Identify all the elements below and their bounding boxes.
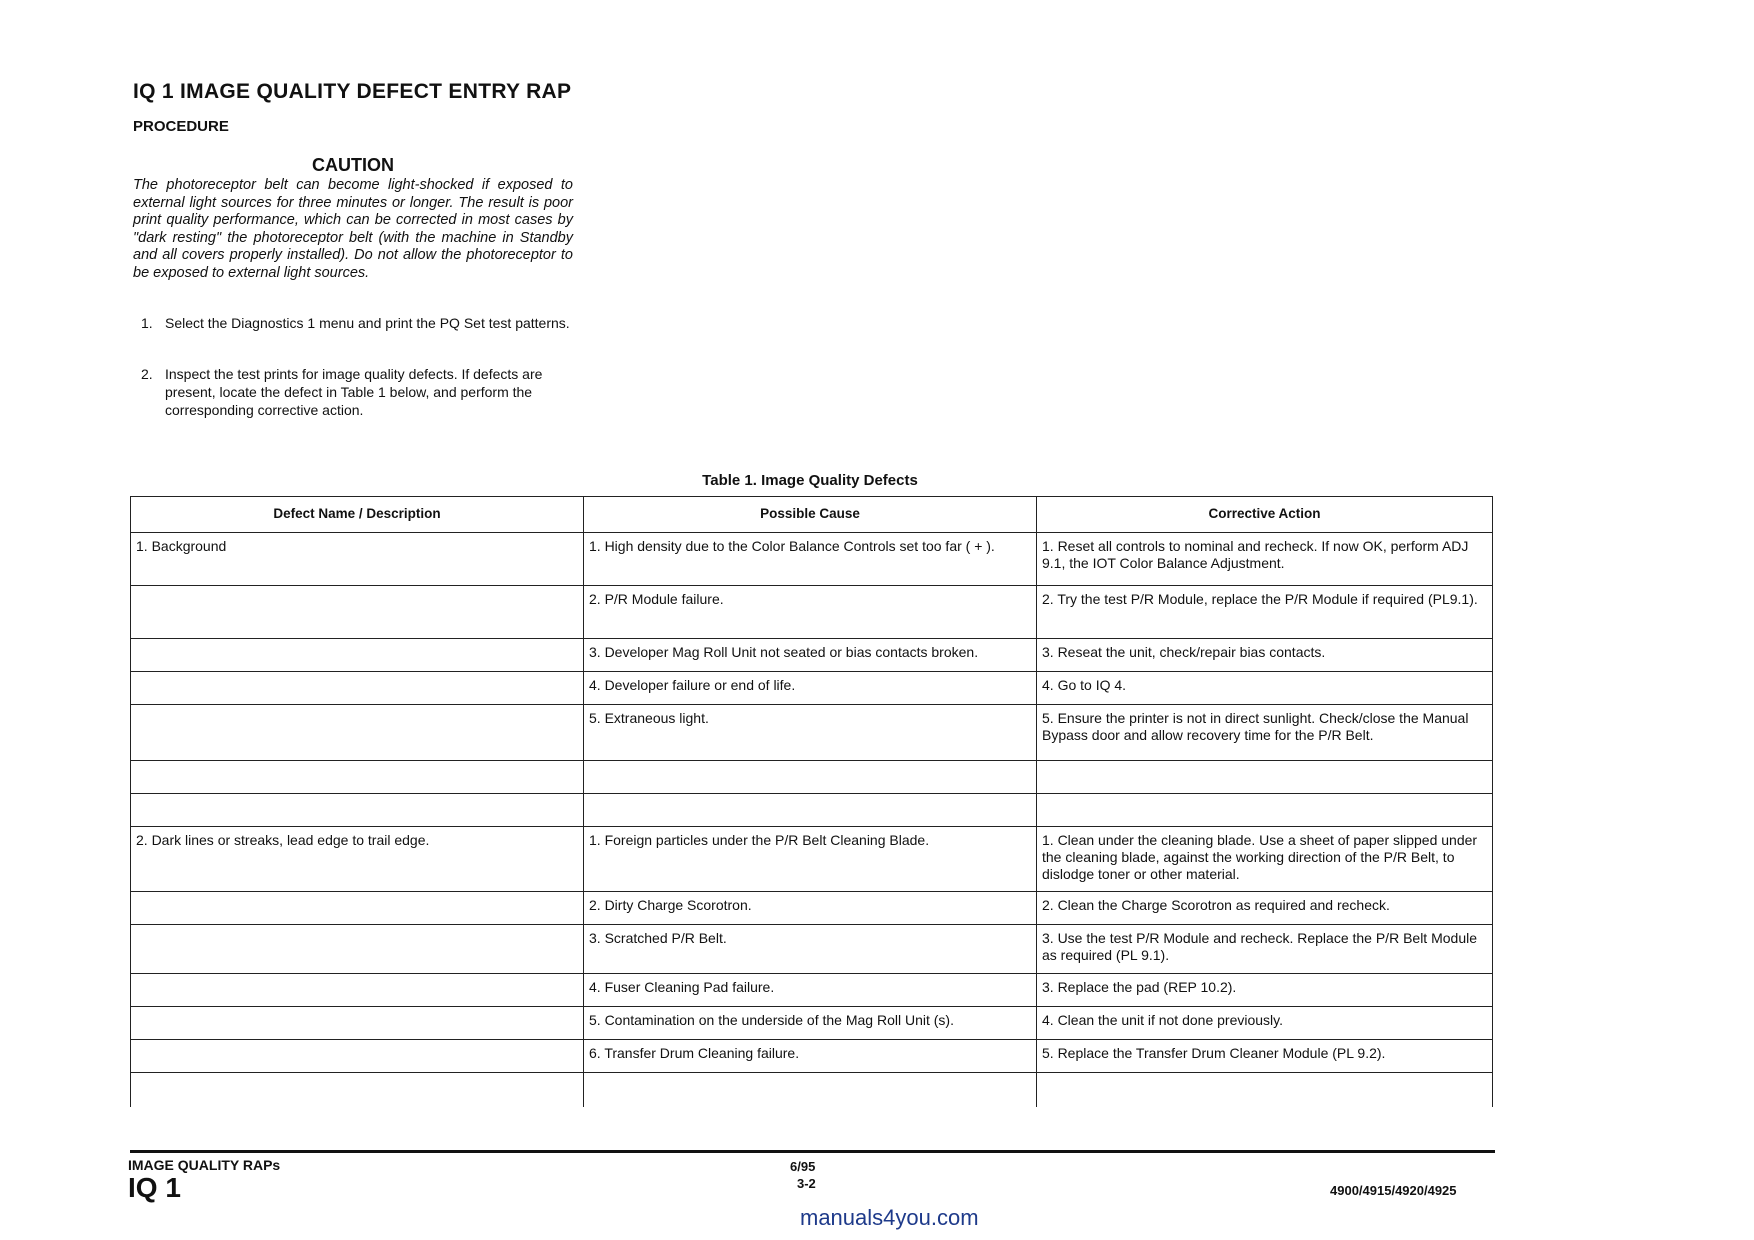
table-title: Table 1. Image Quality Defects [702,472,918,489]
table-row [131,827,1493,892]
table-cell-action: 5. Ensure the printer is not in direct sunlight. Check/close the Manual Bypass door and allow recovery time for the P/R Belt. [1037,705,1493,761]
procedure-step [133,314,573,332]
table-cell-cause: 2. Dirty Charge Scorotron. [584,892,1037,925]
table-cell-action: 3. Replace the pad (REP 10.2). [1037,974,1493,1007]
table-row [131,892,1493,925]
table-row [131,533,1493,586]
table-row [131,1073,1493,1108]
table-cell-cause [584,1073,1037,1108]
table-cell-action: 3. Use the test P/R Module and recheck. Replace the P/R Belt Module as required (PL 9.1). [1037,925,1493,974]
table-cell-defect [131,761,584,794]
table-cell-defect [131,794,584,827]
footer-section-name: IMAGE QUALITY RAPs [128,1157,281,1173]
step-number: 1. [141,315,153,331]
table-row [131,925,1493,974]
table-row [131,1007,1493,1040]
table-cell-cause: 4. Developer failure or end of life. [584,672,1037,705]
table-cell-cause: 1. High density due to the Color Balance Controls set too far ( + ). [584,533,1037,586]
table-cell-defect: 2. Dark lines or streaks, lead edge to trail edge. [131,827,584,892]
footer-model-numbers: 4900/4915/4920/4925 [1330,1183,1457,1198]
table-cell-action: 4. Go to IQ 4. [1037,672,1493,705]
table-cell-defect [131,892,584,925]
table-cell-cause [584,761,1037,794]
column-header-defect: Defect Name / Description [131,497,584,533]
procedure-heading: PROCEDURE [133,118,229,135]
table-cell-action: 3. Reseat the unit, check/repair bias contacts. [1037,639,1493,672]
table-cell-defect [131,925,584,974]
procedure-step [133,365,573,419]
table-cell-cause: 4. Fuser Cleaning Pad failure. [584,974,1037,1007]
table-cell-cause: 3. Scratched P/R Belt. [584,925,1037,974]
table-row [131,794,1493,827]
table-body [131,533,1493,1108]
table-cell-action: 1. Clean under the cleaning blade. Use a sheet of paper slipped under the cleaning blade, against the working direction of the P/R Belt, to dislodge toner or other material. [1037,827,1493,892]
table-cell-action [1037,761,1493,794]
table-cell-defect [131,705,584,761]
column-header-action: Corrective Action [1037,497,1493,533]
table-row [131,1040,1493,1073]
table-cell-defect [131,1073,584,1108]
table-cell-cause: 5. Contamination on the underside of the Mag Roll Unit (s). [584,1007,1037,1040]
table-cell-action [1037,794,1493,827]
table-cell-cause: 3. Developer Mag Roll Unit not seated or bias contacts broken. [584,639,1037,672]
table-row [131,672,1493,705]
table-row [131,705,1493,761]
step-text: Select the Diagnostics 1 menu and print the PQ Set test patterns. [165,315,570,331]
table-cell-action: 2. Try the test P/R Module, replace the P/R Module if required (PL9.1). [1037,586,1493,639]
step-number: 2. [141,366,153,382]
table-cell-defect [131,1040,584,1073]
caution-text: The photoreceptor belt can become light-shocked if exposed to external light sources for three minutes or longer. The result is poor print quality performance, which can be corrected in most cases by "dark resting" the photoreceptor belt (with the machine in Standby and all covers properly installed). Do not allow the photoreceptor to be exposed to external light sources. [133,177,573,281]
footer-procedure-code: IQ 1 [128,1172,181,1203]
footer-rule [130,1150,1495,1153]
table-cell-action: 4. Clean the unit if not done previously. [1037,1007,1493,1040]
table-cell-cause: 2. P/R Module failure. [584,586,1037,639]
table-cell-defect: 1. Background [131,533,584,586]
table-cell-action: 1. Reset all controls to nominal and recheck. If now OK, perform ADJ 9.1, the IOT Color Balance Adjustment. [1037,533,1493,586]
table-cell-action [1037,1073,1493,1108]
table-cell-cause: 6. Transfer Drum Cleaning failure. [584,1040,1037,1073]
table-cell-action: 5. Replace the Transfer Drum Cleaner Module (PL 9.2). [1037,1040,1493,1073]
table-cell-defect [131,586,584,639]
watermark-text: manuals4you.com [800,1205,979,1230]
table-cell-cause [584,794,1037,827]
page-title: IQ 1 IMAGE QUALITY DEFECT ENTRY RAP [133,80,572,103]
column-header-cause: Possible Cause [584,497,1037,533]
table-cell-cause: 1. Foreign particles under the P/R Belt Cleaning Blade. [584,827,1037,892]
caution-heading: CAUTION [312,155,394,175]
table-row [131,761,1493,794]
table-row [131,974,1493,1007]
footer-date: 6/95 [790,1159,816,1174]
table-row [131,639,1493,672]
table-cell-defect [131,1007,584,1040]
table-row [131,586,1493,639]
table-cell-defect [131,639,584,672]
table-header-row [131,497,1493,533]
table-cell-cause: 5. Extraneous light. [584,705,1037,761]
table-cell-defect [131,672,584,705]
table-cell-action: 2. Clean the Charge Scorotron as required and recheck. [1037,892,1493,925]
table-cell-defect [131,974,584,1007]
image-quality-defects-table [130,496,1493,1107]
footer-page-number: 3-2 [797,1176,816,1191]
step-text: Inspect the test prints for image quality defects. If defects are present, locate the defect in Table 1 below, and perform the corresponding corrective action. [165,366,543,418]
